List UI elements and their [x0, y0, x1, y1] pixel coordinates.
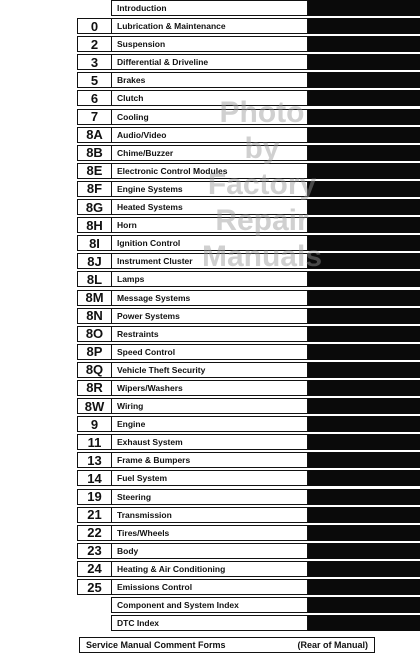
section-code: 8W — [77, 398, 111, 414]
section-code: 8I — [77, 235, 111, 251]
section-row[interactable] — [77, 127, 420, 143]
section-tab-marker — [308, 615, 420, 631]
section-tab-marker — [308, 489, 420, 505]
section-title: Differential & Driveline — [111, 54, 308, 70]
section-row[interactable] — [77, 36, 420, 52]
watermark-line: Repair — [215, 204, 309, 237]
section-code: 23 — [77, 543, 111, 559]
section-code: 8P — [77, 344, 111, 360]
section-tab-marker — [308, 127, 420, 143]
section-row[interactable] — [77, 470, 420, 486]
section-code: 6 — [77, 90, 111, 106]
section-row[interactable] — [77, 72, 420, 88]
section-title: Brakes — [111, 72, 308, 88]
section-row[interactable] — [77, 398, 420, 414]
section-title: Engine Systems — [111, 181, 308, 197]
watermark-line: Photo — [219, 96, 305, 129]
section-row[interactable] — [77, 199, 420, 215]
section-code: 8J — [77, 253, 111, 269]
section-tab-marker — [308, 525, 420, 541]
section-code: 8N — [77, 308, 111, 324]
section-code: 8Q — [77, 362, 111, 378]
section-tab-marker — [308, 217, 420, 233]
section-code: 22 — [77, 525, 111, 541]
section-code: 8O — [77, 326, 111, 342]
section-tab-marker — [308, 72, 420, 88]
section-row[interactable] — [77, 271, 420, 287]
section-title: DTC Index — [111, 615, 308, 631]
section-title: Steering — [111, 489, 308, 505]
section-tab-marker — [308, 398, 420, 414]
section-title: Fuel System — [111, 470, 308, 486]
section-tab-marker — [308, 561, 420, 577]
section-title: Wipers/Washers — [111, 380, 308, 396]
section-code: 3 — [77, 54, 111, 70]
section-title: Component and System Index — [111, 597, 308, 613]
section-title: Suspension — [111, 36, 308, 52]
section-code: 8H — [77, 217, 111, 233]
section-code: 8R — [77, 380, 111, 396]
section-title: Transmission — [111, 507, 308, 523]
section-code: 14 — [77, 470, 111, 486]
section-row[interactable] — [77, 163, 420, 179]
section-row[interactable] — [77, 181, 420, 197]
section-row[interactable] — [77, 579, 420, 595]
section-row[interactable] — [77, 416, 420, 432]
section-title: Chime/Buzzer — [111, 145, 308, 161]
section-code: 5 — [77, 72, 111, 88]
section-title: Tires/Wheels — [111, 525, 308, 541]
watermark-line: Factory — [207, 168, 317, 201]
section-code: 8E — [77, 163, 111, 179]
section-tab-marker — [308, 235, 420, 251]
section-tab-marker — [308, 507, 420, 523]
section-title: Clutch — [111, 90, 308, 106]
section-title: Electronic Control Modules — [111, 163, 308, 179]
section-tab-marker — [308, 54, 420, 70]
section-title: Engine — [111, 416, 308, 432]
section-title: Audio/Video — [111, 127, 308, 143]
section-row[interactable] — [77, 54, 420, 70]
section-code: 19 — [77, 489, 111, 505]
section-tab-marker — [308, 18, 420, 34]
section-tab-marker — [308, 199, 420, 215]
section-title: Lubrication & Maintenance — [111, 18, 308, 34]
section-row[interactable] — [77, 253, 420, 269]
section-tab-marker — [308, 344, 420, 360]
section-title: Cooling — [111, 109, 308, 125]
section-code: 7 — [77, 109, 111, 125]
watermark-line: by — [244, 132, 280, 165]
section-row[interactable] — [77, 543, 420, 559]
section-row[interactable] — [77, 18, 420, 34]
section-row[interactable] — [77, 235, 420, 251]
section-code: 8L — [77, 271, 111, 287]
section-code: 9 — [77, 416, 111, 432]
section-code: 11 — [77, 434, 111, 450]
section-code: 8A — [77, 127, 111, 143]
section-tab-marker — [308, 109, 420, 125]
section-tab-marker — [308, 36, 420, 52]
section-code — [77, 0, 111, 16]
section-tab-marker — [308, 543, 420, 559]
section-title: Frame & Bumpers — [111, 452, 308, 468]
section-row[interactable] — [77, 489, 420, 505]
section-title: Lamps — [111, 271, 308, 287]
section-tab-marker — [308, 597, 420, 613]
footer-left-label: Service Manual Comment Forms — [86, 640, 226, 650]
section-code — [77, 597, 111, 613]
section-row[interactable] — [77, 380, 420, 396]
section-tab-marker — [308, 579, 420, 595]
section-tab-marker — [308, 271, 420, 287]
footer-right-label: (Rear of Manual) — [297, 640, 368, 650]
section-code: 24 — [77, 561, 111, 577]
section-code — [77, 615, 111, 631]
section-code: 21 — [77, 507, 111, 523]
section-row[interactable] — [77, 217, 420, 233]
section-tab-marker — [308, 253, 420, 269]
section-tab-marker — [308, 290, 420, 306]
section-row[interactable] — [77, 452, 420, 468]
section-tab-marker — [308, 0, 420, 16]
section-tab-marker — [308, 380, 420, 396]
section-code: 8M — [77, 290, 111, 306]
section-row[interactable] — [77, 326, 420, 342]
section-row[interactable] — [77, 615, 420, 631]
section-row[interactable] — [77, 362, 420, 378]
section-title: Vehicle Theft Security — [111, 362, 308, 378]
section-tab-marker — [308, 452, 420, 468]
section-code: 0 — [77, 18, 111, 34]
section-title: Heating & Air Conditioning — [111, 561, 308, 577]
section-title: Emissions Control — [111, 579, 308, 595]
section-title: Power Systems — [111, 308, 308, 324]
section-code: 8F — [77, 181, 111, 197]
section-tab-marker — [308, 416, 420, 432]
section-row[interactable] — [77, 145, 420, 161]
section-title: Heated Systems — [111, 199, 308, 215]
section-code: 8B — [77, 145, 111, 161]
section-tab-marker — [308, 308, 420, 324]
section-title: Message Systems — [111, 290, 308, 306]
section-title: Restraints — [111, 326, 308, 342]
section-index-table — [77, 0, 420, 633]
section-tab-marker — [308, 434, 420, 450]
section-row[interactable] — [77, 344, 420, 360]
section-tab-marker — [308, 181, 420, 197]
section-row[interactable] — [77, 434, 420, 450]
section-title: Instrument Cluster — [111, 253, 308, 269]
section-code: 25 — [77, 579, 111, 595]
section-title: Speed Control — [111, 344, 308, 360]
section-code: 2 — [77, 36, 111, 52]
section-title: Introduction — [111, 0, 308, 16]
section-tab-marker — [308, 326, 420, 342]
section-row[interactable] — [77, 290, 420, 306]
section-title: Body — [111, 543, 308, 559]
section-tab-marker — [308, 362, 420, 378]
section-row[interactable] — [77, 507, 420, 523]
section-code: 13 — [77, 452, 111, 468]
section-code: 8G — [77, 199, 111, 215]
section-tab-marker — [308, 90, 420, 106]
section-tab-marker — [308, 145, 420, 161]
comment-forms-footer — [79, 637, 375, 653]
section-row[interactable] — [77, 561, 420, 577]
section-title: Wiring — [111, 398, 308, 414]
section-title: Ignition Control — [111, 235, 308, 251]
section-row[interactable] — [77, 90, 420, 106]
section-row[interactable] — [77, 597, 420, 613]
section-row[interactable] — [77, 308, 420, 324]
section-row[interactable] — [77, 525, 420, 541]
watermark-line: Manuals — [201, 240, 323, 273]
section-row[interactable] — [77, 109, 420, 125]
section-tab-marker — [308, 163, 420, 179]
section-title: Exhaust System — [111, 434, 308, 450]
section-row[interactable] — [77, 0, 420, 16]
section-title: Horn — [111, 217, 308, 233]
section-tab-marker — [308, 470, 420, 486]
